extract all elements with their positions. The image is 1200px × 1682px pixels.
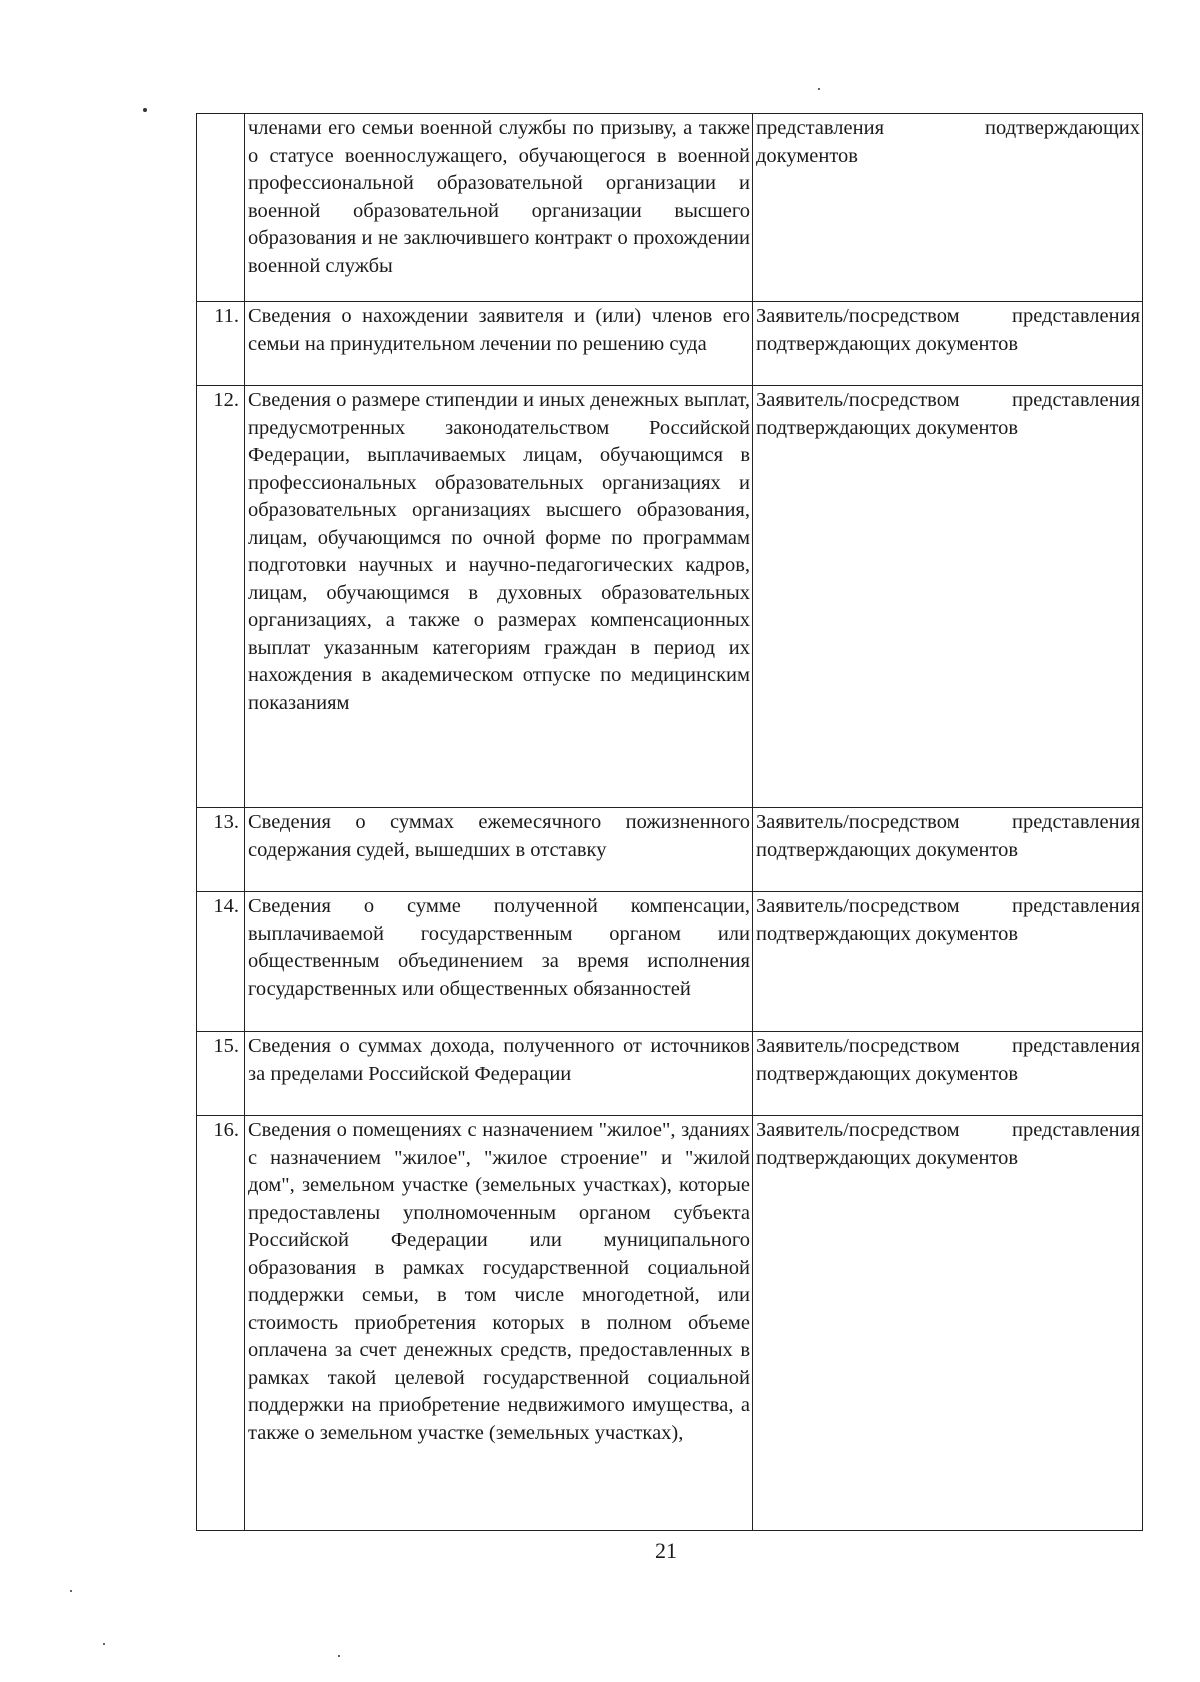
table-row: [197, 386, 1143, 808]
row-description: Сведения о нахождении заявителя и (или) членов его семьи на принудительном лечении по решению суда: [245, 302, 753, 386]
row-source: Заявитель/посредством представления подтверждающих документов: [753, 1116, 1143, 1531]
scan-speck: [818, 88, 820, 90]
row-description: Сведения о суммах дохода, полученного от источников за пределами Российской Федерации: [245, 1032, 753, 1116]
row-number: 13.: [197, 808, 245, 892]
table-row: [197, 114, 1143, 302]
row-description: Сведения о помещениях с назначением "жилое", зданиях с назначением "жилое", "жилое строение" и "жилой дом", земельном участке (земельных участках), которые предоставлены уполномоченным органом субъекта Российской Федерации или муниципального образования в рамках государственной социальной поддержки семьи, в том числе многодетной, или стоимость приобретения которых в полном объеме оплачена за счет денежных средств, предоставленных в рамках такой целевой государственной социальной поддержки на приобретение недвижимого имущества, а также о земельном участке (земельных участках),: [245, 1116, 753, 1531]
scan-speck: [70, 1590, 72, 1592]
row-source: представления подтверждающих документов: [753, 114, 1143, 302]
row-description: членами его семьи военной службы по призыву, а также о статусе военнослужащего, обучающегося в военной профессиональной образовательной организации и военной образовательной организации высшего образования и не заключившего контракт о прохождении военной службы: [245, 114, 753, 302]
table-row: [197, 1032, 1143, 1116]
scan-speck: [338, 1655, 340, 1657]
row-number: [197, 114, 245, 302]
row-number: 15.: [197, 1032, 245, 1116]
row-number: 16.: [197, 1116, 245, 1531]
documents-table: [196, 113, 1143, 1531]
scan-speck: [143, 108, 147, 112]
row-source: Заявитель/посредством представления подтверждающих документов: [753, 386, 1143, 808]
row-number: 14.: [197, 892, 245, 1032]
table-row: [197, 892, 1143, 1032]
table-row: [197, 302, 1143, 386]
row-source: Заявитель/посредством представления подтверждающих документов: [753, 808, 1143, 892]
table-row: [197, 1116, 1143, 1531]
row-description: Сведения о сумме полученной компенсации, выплачиваемой государственным органом или общественным объединением за время исполнения государственных или общественных обязанностей: [245, 892, 753, 1032]
row-source: Заявитель/посредством представления подтверждающих документов: [753, 302, 1143, 386]
table-row: [197, 808, 1143, 892]
row-description: Сведения о размере стипендии и иных денежных выплат, предусмотренных законодательством Российской Федерации, выплачиваемых лицам, обучающимся в профессиональных образовательных организациях и образовательных организациях высшего образования, лицам, обучающимся по очной форме по программам подготовки научных и научно-педагогических кадров, лицам, обучающимся в духовных образовательных организациях, а также о размерах компенсационных выплат указанным категориям граждан в период их нахождения в академическом отпуске по медицинским показаниям: [245, 386, 753, 808]
row-number: 12.: [197, 386, 245, 808]
row-description: Сведения о суммах ежемесячного пожизненного содержания судей, вышедших в отставку: [245, 808, 753, 892]
scan-speck: [103, 1643, 105, 1645]
page-number: 21: [655, 1538, 677, 1563]
row-source: Заявитель/посредством представления подтверждающих документов: [753, 892, 1143, 1032]
row-number: 11.: [197, 302, 245, 386]
row-source: Заявитель/посредством представления подтверждающих документов: [753, 1032, 1143, 1116]
